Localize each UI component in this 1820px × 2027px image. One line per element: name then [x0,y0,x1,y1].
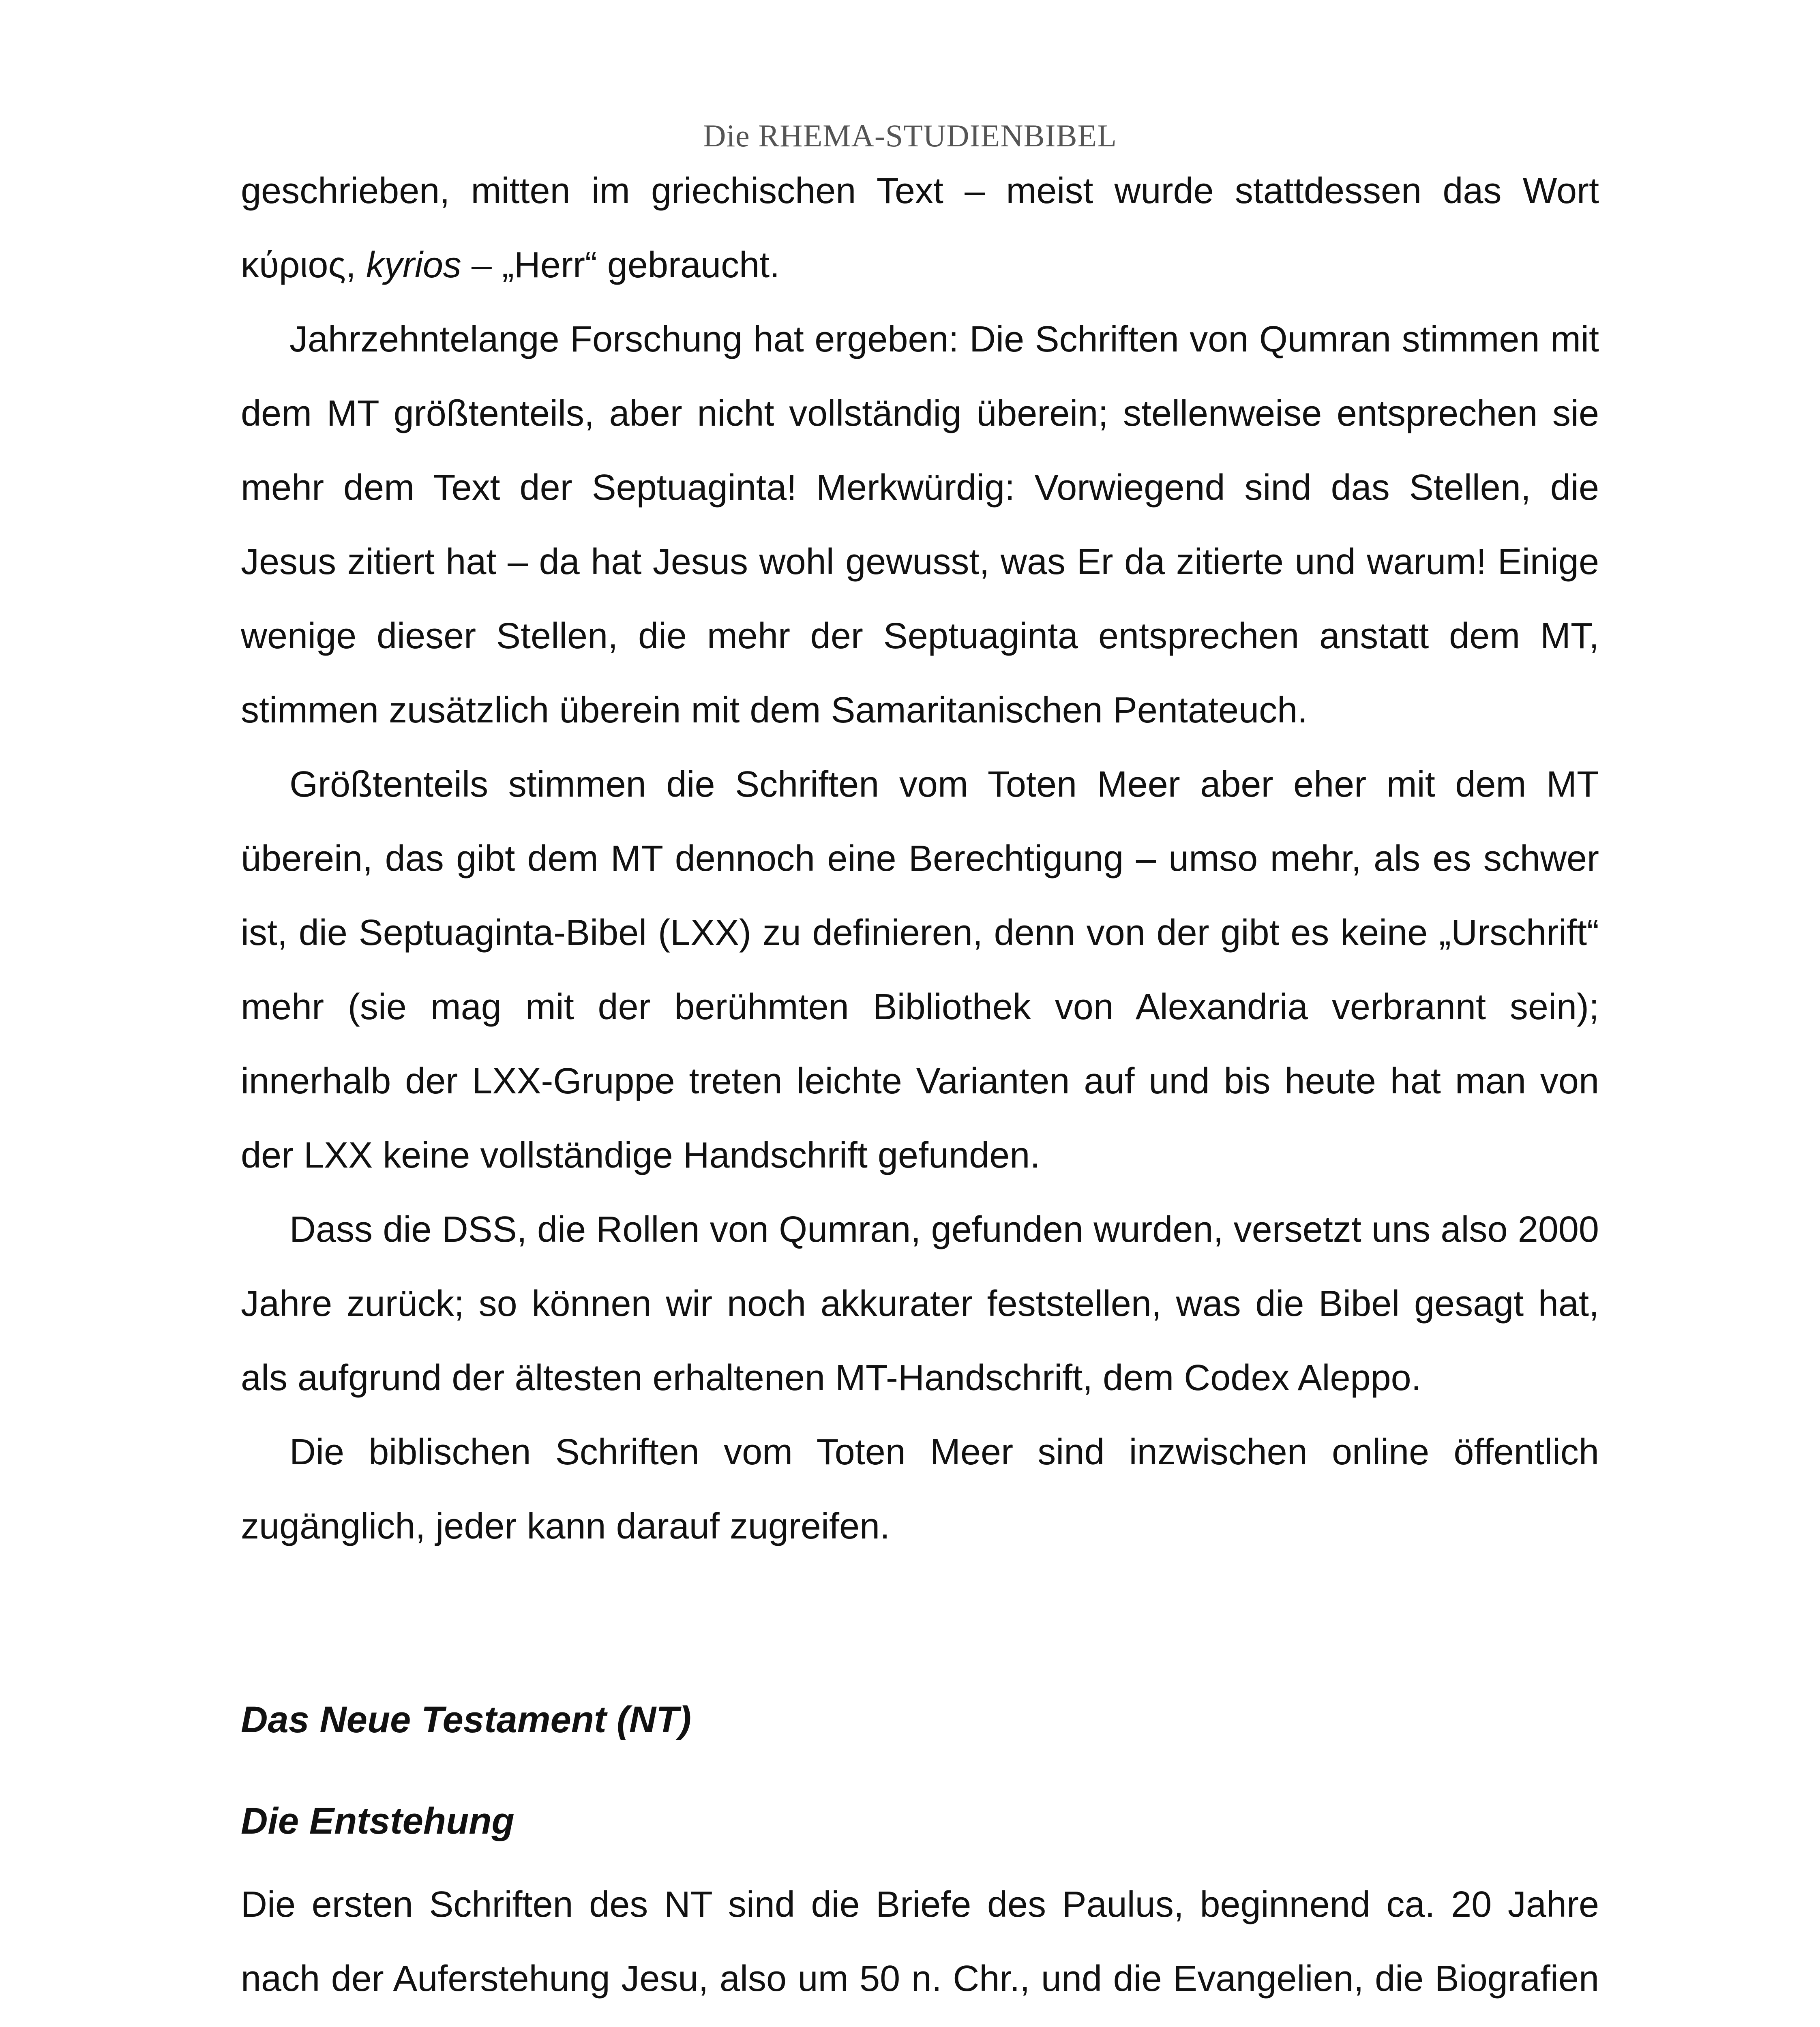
section-heading-new-testament: Das Neue Testament (NT) [241,1699,692,1740]
paragraph-research: Jahrzehntelange Forschung hat ergeben: Die Schriften von Qumran stimmen mit dem MT größtenteils, aber nicht vollständig überein; stellenweise entsprechen sie mehr dem Text der Septuaginta! Merkwürdig: Vorwiegend sind das Stellen, die Jesus zitiert hat – da hat Jesus wohl gewusst, was Er da zitierte und warum! Einige wenige dieser Stellen, die mehr der Septuaginta entsprechen anstatt dem MT, stimmen zusätzlich überein mit dem Samaritanischen Pentateuch. [241,319,1599,731]
paragraph-text: – „Herr“ gebraucht. [461,245,780,285]
page-body [241,154,1599,2027]
paragraph-text: geschrieben, mitten im griechischen Text – meist wurde stattdessen das Wort κύριος, [241,171,1599,285]
running-header-title: Die RHEMA-STUDIENBIBEL [703,118,1117,153]
paragraph-nt-origin: Die ersten Schriften des NT sind die Briefe des Paulus, beginnend ca. 20 Jahre nach der Auferstehung Jesu, also um 50 n. Chr., und die Evangelien, die Biografien [241,1884,1599,1999]
paragraph-dead-sea-scrolls: Größtenteils stimmen die Schriften vom Toten Meer aber eher mit dem MT überein, das gibt dem MT dennoch eine Berechtigung – umso mehr, als es schwer ist, die Septuaginta-Bibel (LXX) zu definieren, denn von der gibt es keine „Urschrift“ mehr (sie mag mit der berühmten Bibliothek von Alexandria verbrannt sein); innerhalb der LXX-Gruppe treten leichte Varianten auf und bis heute hat man von der LXX keine vollständige Handschrift gefunden. [241,764,1599,1176]
paragraph-dss-discovery: Dass die DSS, die Rollen von Qumran, gefunden wurden, versetzt uns also 2000 Jahre zurück; so können wir noch akkurater feststellen, was die Bibel gesagt hat, als aufgrund der ältesten erhaltenen MT-Handschrift, dem Codex Aleppo. [241,1209,1599,1398]
paragraph-online-access: Die biblischen Schriften vom Toten Meer sind inzwischen online öffentlich zugänglich, jeder kann darauf zugreifen. [241,1432,1599,1547]
paragraph-continuation [241,154,1599,302]
italic-term: kyrios [366,245,461,285]
subsection-heading-origin: Die Entstehung [241,1800,514,1842]
